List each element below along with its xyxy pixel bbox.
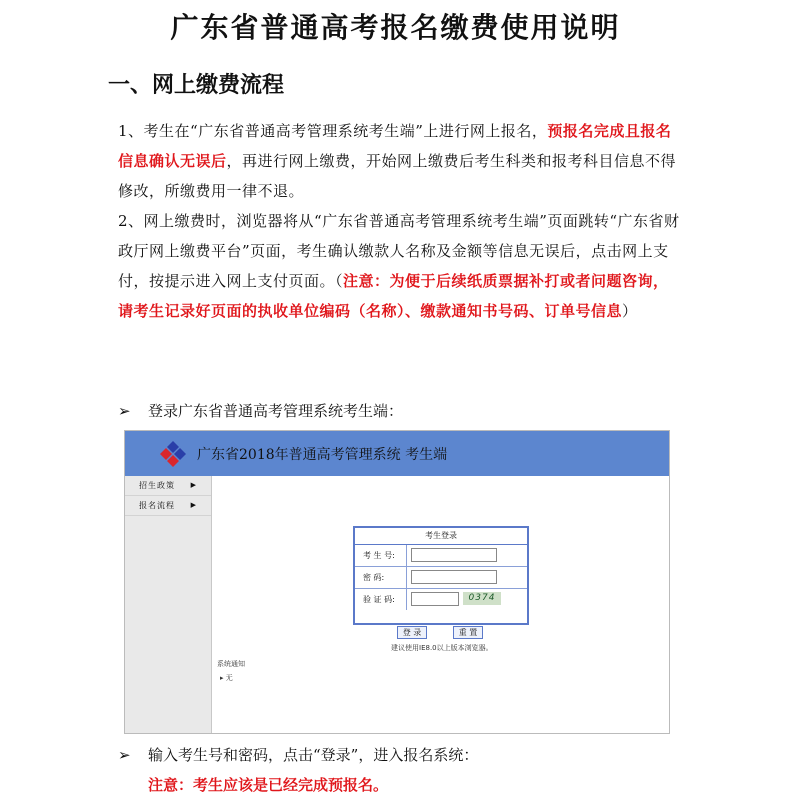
arrow-icon: ➢ [118, 746, 131, 764]
paragraph-1 [118, 116, 684, 206]
system-notice [217, 657, 245, 685]
screenshot-sidebar [125, 476, 212, 733]
chevron-right-icon: ▶ [190, 481, 197, 489]
password-input[interactable] [411, 570, 497, 584]
p1-text-b: ，再进行网上缴费，开始网上缴费后考生科类和报考科目信息不得修改，所缴费用一律不退。 [118, 152, 677, 200]
sidebar-item-label: 报名流程 [139, 501, 175, 510]
bullet-login-text: 登录广东省普通高考管理系统考生端： [148, 402, 404, 420]
login-box [353, 526, 529, 625]
arrow-icon: ➢ [118, 402, 131, 420]
sidebar-item-label: 招生政策 [139, 481, 175, 490]
section-heading: 一、网上缴费流程 [108, 73, 285, 98]
browser-hint: 建议使用IE8.0以上版本浏览器。 [391, 644, 493, 652]
captcha-image[interactable]: 0374 [463, 592, 501, 605]
bullet-enter-text: 输入考生号和密码，点击“登录”，进入报名系统： [148, 746, 479, 764]
p1-text-a: 1、考生在“广东省普通高考管理系统考生端”上进行网上报名， [118, 122, 548, 140]
login-screenshot [124, 430, 670, 734]
p2-highlight: 注意：为便于后续纸质票据补打或者问题咨询，请考生记录好页面的执收单位编码（名称）、缴款通知书号码、订单号信息 [118, 272, 669, 320]
captcha-input[interactable] [411, 592, 459, 606]
screenshot-header [125, 431, 669, 476]
system-notice-item: ▸ 无 [220, 674, 233, 682]
system-notice-title: 系统通知 [217, 660, 245, 668]
paragraph-2 [118, 206, 684, 326]
sidebar-item-policy[interactable] [125, 476, 211, 496]
examinee-id-input[interactable] [411, 548, 497, 562]
label-password: 密 码: [355, 567, 407, 588]
sidebar-item-process[interactable] [125, 496, 211, 516]
row-password [355, 567, 527, 589]
doc-title: 广东省普通高考报名缴费使用说明 [170, 11, 621, 44]
label-examinee-id: 考 生 号: [355, 545, 407, 566]
row-captcha [355, 589, 527, 610]
login-title: 考生登录 [355, 528, 527, 545]
screenshot-title: 广东省2018年普通高考管理系统 考生端 [197, 447, 448, 463]
note-text: 注意：考生应该是已经完成预报名。 [148, 776, 389, 794]
label-captcha: 验 证 码: [355, 589, 407, 610]
p2-text-b: ） [622, 302, 638, 320]
reset-button[interactable]: 重 置 [453, 626, 483, 639]
chevron-right-icon: ▶ [190, 501, 197, 509]
p1-highlight: 预报名完成且报名信息确认无误后 [118, 122, 672, 170]
login-button[interactable]: 登 录 [397, 626, 427, 639]
diamond-logo-icon [159, 440, 187, 468]
row-examinee-id [355, 545, 527, 567]
p2-text-a: 2、网上缴费时，浏览器将从“广东省普通高考管理系统考生端”页面跳转“广东省财政厅网上缴费平台”页面，考生确认缴款人名称及金额等信息无误后，点击网上支付，按提示进入网上支付页面。（ [118, 212, 680, 290]
bullet-enter [118, 744, 478, 765]
bullet-login [118, 400, 403, 421]
